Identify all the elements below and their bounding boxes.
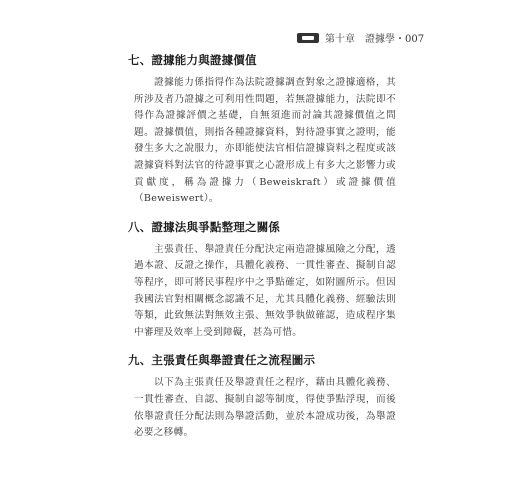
running-header: [297, 30, 424, 45]
section-paragraph: 證據能力係指得作為法院證據調查對象之證據適格，其所涉及者乃證據之可利用性問題，若無證據能力，法院即不得作為證據評價之基礎，自無須進而討論其證據價值之問題。證據價值，則指各種證據資料，對待證事實之證明，能發生多大之說服力，亦即能使法官相信證據資料之程度或該證據資料對法官的待證事實之心證形成上有多大之影響力或貢獻度，稱為證據力（Beweiskraft）或證據價值（Beweiswert）。: [134, 77, 396, 205]
section-heading: 九、主張責任與舉證責任之流程圖示: [128, 353, 316, 368]
section-8: [128, 219, 396, 342]
book-icon: [297, 33, 319, 43]
section-heading: 八、證據法與爭點整理之關係: [128, 219, 281, 234]
section-heading: 七、證據能力與證據價值: [128, 53, 257, 67]
section-7: [128, 52, 396, 208]
section-paragraph: 以下為主張責任及舉證責任之程序，藉由具體化義務、一貫性審查、自認、擬制自認等制度，得使爭點浮現，而後依舉證責任分配法則為舉證活動，並於本證成功後，為舉證必要之移轉。: [134, 377, 396, 439]
section-9: [128, 352, 396, 441]
header-chapter-page: 第十章 證據學・007: [325, 34, 425, 45]
page-content: [128, 52, 396, 453]
section-paragraph: 主張責任、舉證責任分配決定兩造證據風險之分配，透過本證、反證之操作，具體化義務、一貫性審查、擬制自認等程序，即可將民事程序中之爭點確定，如附圖所示。但因我國法官對相關概念認識不足，尤其具體化義務、經驗法則等類，此致無法對無效主張、無效爭執做確認，造成程序集中審理及效率上受到障礙，甚為可惜。: [134, 243, 396, 338]
